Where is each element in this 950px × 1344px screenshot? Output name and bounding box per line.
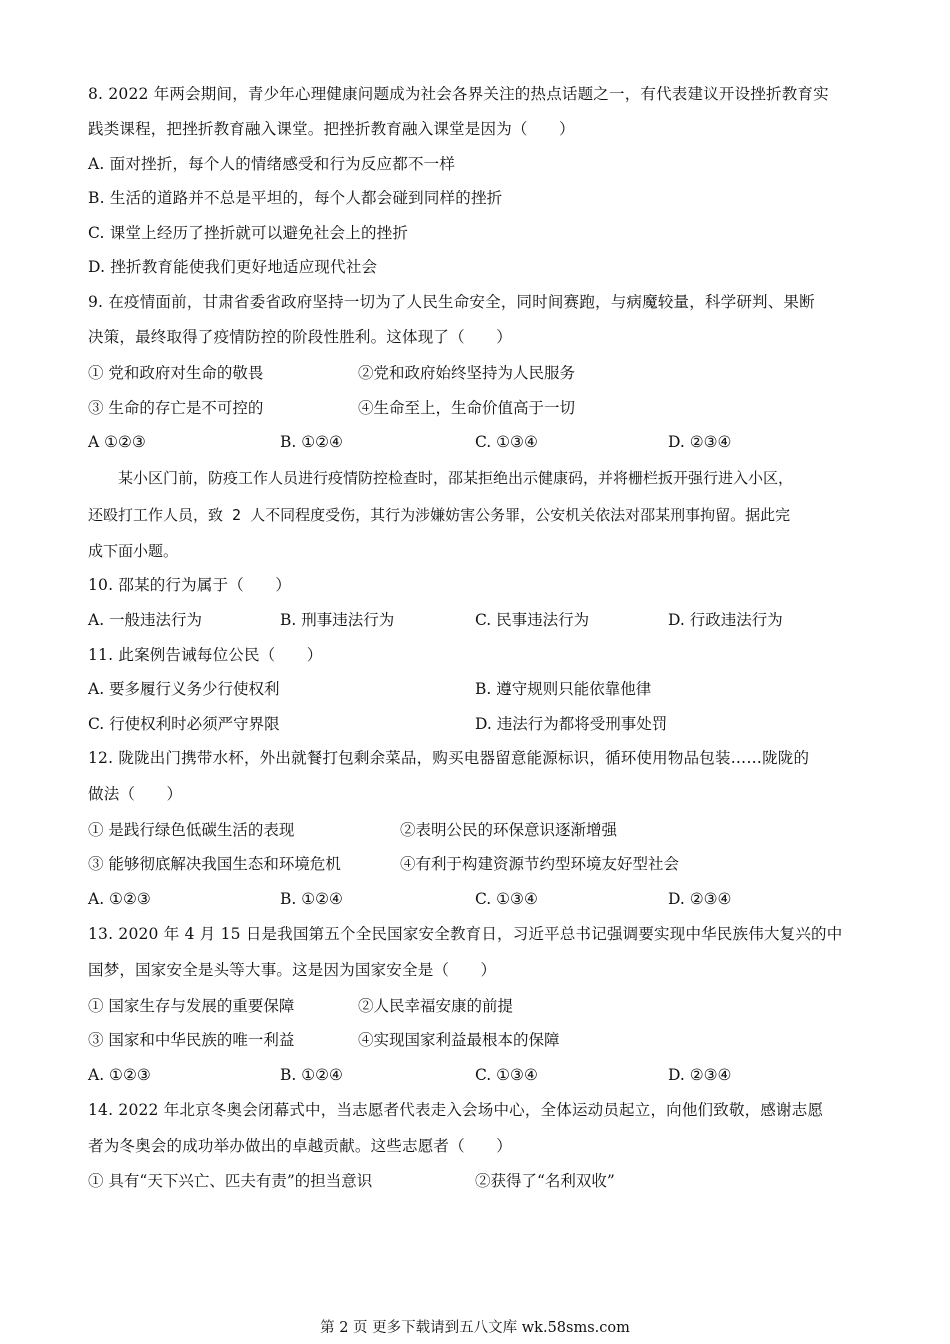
- q13-statement-2: ②人民幸福安康的前提: [358, 997, 514, 1015]
- q12-statement-4: ④有利于构建资源节约型环境友好型社会: [400, 855, 680, 873]
- q14-stem-line-1: 14. 2022 年北京冬奥会闭幕式中，当志愿者代表走入会场中心，全体运动员起立，向他们致敬，感谢志愿: [88, 1101, 824, 1119]
- q8-stem-line-1: 8. 2022 年两会期间，青少年心理健康问题成为社会各界关注的热点话题之一，有代表建议开设挫折教育实: [88, 85, 829, 103]
- q9-statement-4: ④生命至上，生命价值高于一切: [358, 399, 576, 417]
- q14-stem-line-2: 者为冬奥会的成功举办做出的卓越贡献。这些志愿者（ ）: [88, 1137, 512, 1155]
- q11-option-c: C. 行使权利时必须严守界限: [88, 715, 280, 733]
- q11-option-a: A. 要多履行义务少行使权利: [88, 680, 280, 698]
- q13-stem-line-1: 13. 2020 年 4 月 15 日是我国第五个全民国家安全教育日，习近平总书记强调要实现中华民族伟大复兴的中: [88, 925, 843, 943]
- q9-option-b: B. ①②④: [280, 433, 343, 451]
- q12-statement-1: ① 是践行绿色低碳生活的表现: [88, 821, 295, 839]
- q11-option-b: B. 遵守规则只能依靠他律: [475, 680, 652, 698]
- q10-option-a: A. 一般违法行为: [88, 611, 203, 629]
- q13-statement-4: ④实现国家利益最根本的保障: [358, 1031, 560, 1049]
- q9-stem-line-2: 决策，最终取得了疫情防控的阶段性胜利。这体现了（ ）: [88, 328, 512, 346]
- q10-option-c: C. 民事违法行为: [475, 611, 590, 629]
- q12-statement-2: ②表明公民的环保意识逐渐增强: [400, 821, 618, 839]
- q9-option-d: D. ②③④: [668, 433, 732, 451]
- q11-option-d: D. 违法行为都将受刑事处罚: [475, 715, 668, 733]
- q12-stem-line-2: 做法（ ）: [88, 785, 183, 803]
- q9-statement-2: ②党和政府始终坚持为人民服务: [358, 364, 576, 382]
- material-line-2: 还殴打工作人员，致 2 人不同程度受伤，其行为涉嫌妨害公务罪，公安机关依法对邵某刑事拘留。据此完: [88, 506, 791, 524]
- q13-option-c: C. ①③④: [475, 1066, 538, 1084]
- material-line-3: 成下面小题。: [88, 542, 179, 560]
- q12-stem-line-1: 12. 陇陇出门携带水杯，外出就餐打包剩余菜品，购买电器留意能源标识，循环使用物品包装……陇陇的: [88, 749, 810, 767]
- q11-stem: 11. 此案例告诫每位公民（ ）: [88, 646, 323, 664]
- q10-option-b: B. 刑事违法行为: [280, 611, 395, 629]
- q9-option-a: A ①②③: [88, 433, 146, 451]
- q12-option-b: B. ①②④: [280, 890, 343, 908]
- q8-option-d: D. 挫折教育能使我们更好地适应现代社会: [88, 258, 378, 276]
- q13-option-d: D. ②③④: [668, 1066, 732, 1084]
- q8-stem-line-2: 践类课程，把挫折教育融入课堂。把挫折教育融入课堂是因为（ ）: [88, 120, 575, 138]
- q8-option-a: A. 面对挫折，每个人的情绪感受和行为反应都不一样: [88, 155, 456, 173]
- q8-option-b: B. 生活的道路并不总是平坦的，每个人都会碰到同样的挫折: [88, 189, 503, 207]
- q13-statement-1: ① 国家生存与发展的重要保障: [88, 997, 295, 1015]
- q9-stem-line-1: 9. 在疫情面前，甘肃省委省政府坚持一切为了人民生命安全，同时间赛跑，与病魔较量，科学研判、果断: [88, 293, 815, 311]
- q10-stem: 10. 邵某的行为属于（ ）: [88, 576, 292, 594]
- q12-option-d: D. ②③④: [668, 890, 732, 908]
- q9-option-c: C. ①③④: [475, 433, 538, 451]
- q14-statement-2: ②获得了“名利双收”: [475, 1172, 615, 1190]
- q10-option-d: D. 行政违法行为: [668, 611, 783, 629]
- q8-option-c: C. 课堂上经历了挫折就可以避免社会上的挫折: [88, 224, 409, 242]
- page-footer: 第 2 页 更多下载请到五八文库 wk.58sms.com: [320, 1320, 630, 1336]
- q12-statement-3: ③ 能够彻底解决我国生态和环境危机: [88, 855, 341, 873]
- q9-statement-1: ① 党和政府对生命的敬畏: [88, 364, 264, 382]
- q13-option-b: B. ①②④: [280, 1066, 343, 1084]
- q13-stem-line-2: 国梦，国家安全是头等大事。这是因为国家安全是（ ）: [88, 961, 497, 979]
- q12-option-c: C. ①③④: [475, 890, 538, 908]
- q14-statement-1: ① 具有“天下兴亡、匹夫有责”的担当意识: [88, 1172, 373, 1190]
- q13-option-a: A. ①②③: [88, 1066, 151, 1084]
- q9-statement-3: ③ 生命的存亡是不可控的: [88, 399, 264, 417]
- q13-statement-3: ③ 国家和中华民族的唯一利益: [88, 1031, 295, 1049]
- q12-option-a: A. ①②③: [88, 890, 151, 908]
- material-line-1: 某小区门前，防疫工作人员进行疫情防控检查时，邵某拒绝出示健康码，并将栅栏扳开强行进入小区，: [118, 469, 794, 487]
